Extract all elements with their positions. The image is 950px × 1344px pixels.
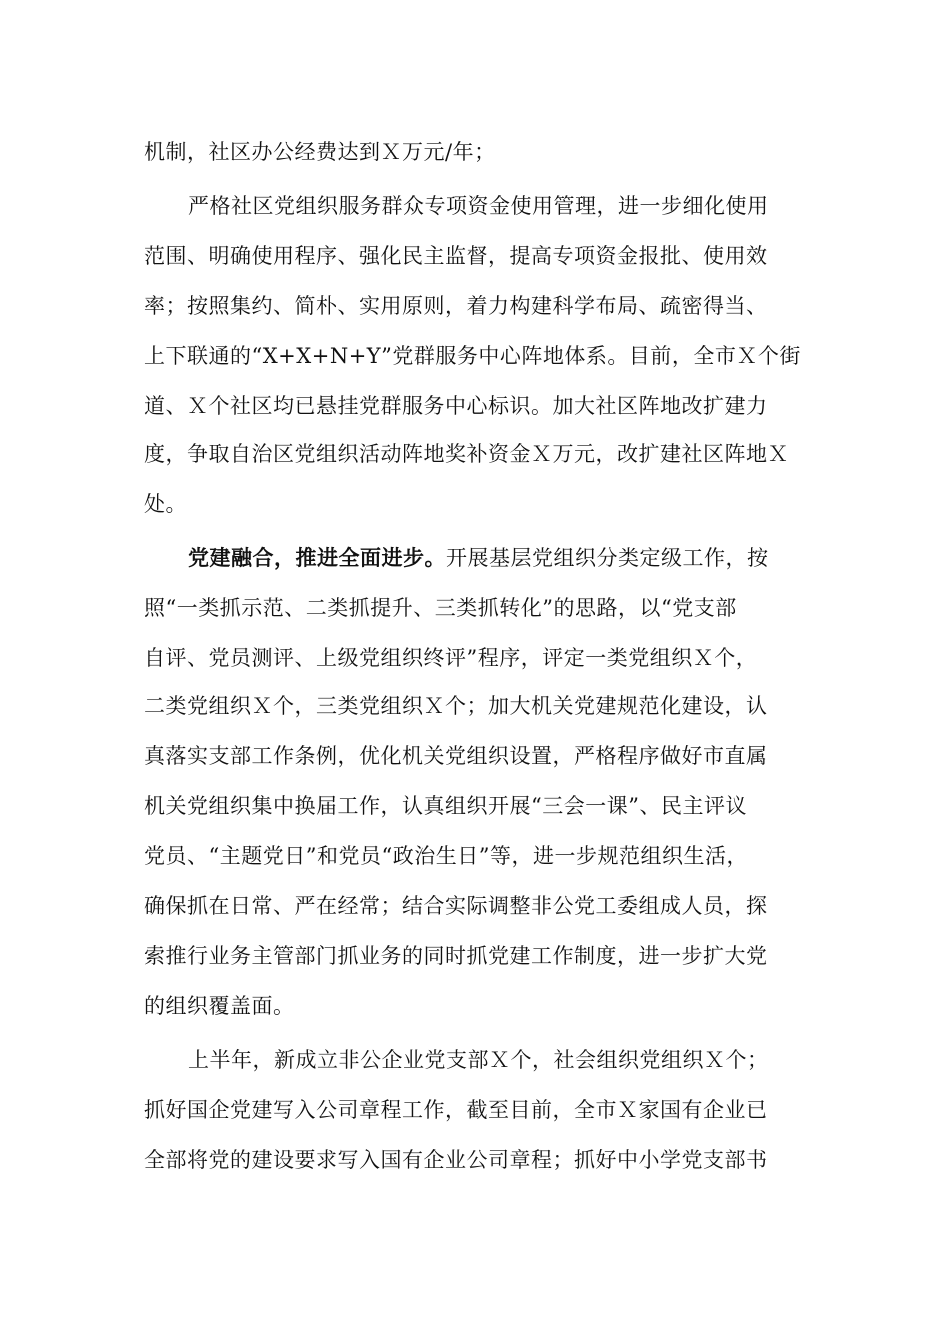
paragraph-line: 抓好国企党建写入公司章程工作，截至目前，全市Ｘ家国有企业已	[144, 1098, 768, 1122]
paragraph-line: 照“一类抓示范、二类抓提升、三类抓转化”的思路，以“党支部	[144, 596, 737, 620]
section-heading: 党建融合，推进全面进步。	[188, 545, 446, 570]
paragraph-line: 上下联通的“X+X+N+Y”党群服务中心阵地体系。目前，全市Ｘ个街	[144, 344, 801, 368]
paragraph-line: 范围、明确使用程序、强化民主监督，提高专项资金报批、使用效	[144, 244, 768, 268]
paragraph-line: 度，争取自治区党组织活动阵地奖补资金Ｘ万元，改扩建社区阵地Ｘ	[144, 442, 789, 466]
paragraph-line: 处。	[144, 492, 187, 516]
paragraph-line: 的组织覆盖面。	[144, 994, 295, 1018]
paragraph-line: 机制，社区办公经费达到Ｘ万元/年；	[144, 140, 496, 164]
paragraph-line: 率；按照集约、简朴、实用原则，着力构建科学布局、疏密得当、	[144, 294, 768, 318]
heading-line-text: 开展基层党组织分类定级工作，按	[446, 546, 769, 570]
paragraph-line: 索推行业务主管部门抓业务的同时抓党建工作制度，进一步扩大党	[144, 944, 768, 968]
paragraph-line: 严格社区党组织服务群众专项资金使用管理，进一步细化使用	[188, 194, 769, 218]
paragraph-line: 道、Ｘ个社区均已悬挂党群服务中心标识。加大社区阵地改扩建力	[144, 394, 768, 418]
paragraph-line: 党员、“主题党日”和党员“政治生日”等，进一步规范组织生活，	[144, 844, 748, 868]
paragraph-line: 全部将党的建设要求写入国有企业公司章程；抓好中小学党支部书	[144, 1148, 768, 1172]
paragraph-line: 二类党组织Ｘ个，三类党组织Ｘ个；加大机关党建规范化建设，认	[144, 694, 768, 718]
paragraph-line: 机关党组织集中换届工作，认真组织开展“三会一课”、民主评议	[144, 794, 747, 818]
paragraph-line: 真落实支部工作条例，优化机关党组织设置，严格程序做好市直属	[144, 744, 768, 768]
paragraph-line: 上半年，新成立非公企业党支部Ｘ个，社会组织党组织Ｘ个；	[188, 1048, 769, 1072]
paragraph-line: 自评、党员测评、上级党组织终评”程序，评定一类党组织Ｘ个，	[144, 646, 758, 670]
paragraph-line	[188, 544, 769, 572]
paragraph-line: 确保抓在日常、严在经常；结合实际调整非公党工委组成人员，探	[144, 894, 768, 918]
